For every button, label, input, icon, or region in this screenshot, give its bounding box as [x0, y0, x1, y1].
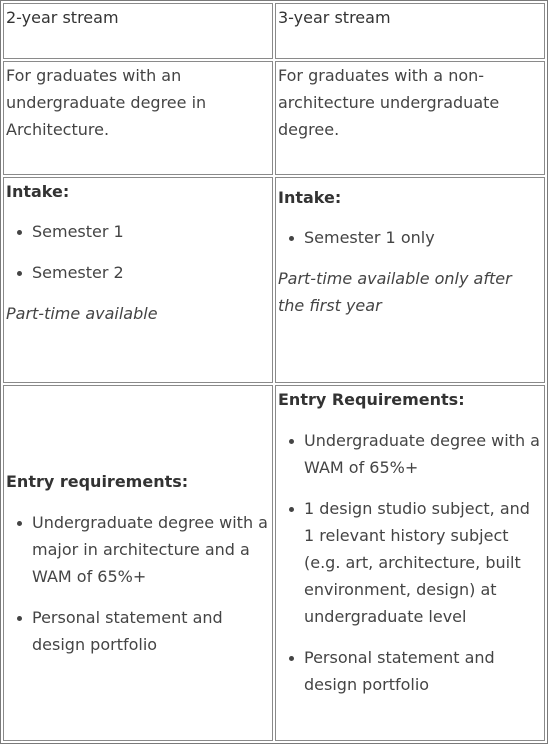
intake-2-year-note: Part-time available — [6, 304, 158, 323]
audience-2-year: For graduates with an undergraduate degree in Architecture. — [3, 61, 273, 175]
entry-row — [3, 385, 545, 741]
intake-2-year-label: Intake: — [6, 182, 70, 201]
intake-3-year-label: Intake: — [278, 188, 342, 207]
header-row — [3, 3, 545, 59]
list-item: Personal statement and design portfolio — [304, 644, 542, 698]
audience-row — [3, 61, 545, 175]
list-item: Undergraduate degree with a WAM of 65%+ — [304, 427, 542, 481]
entry-3-year-cell — [275, 385, 545, 741]
intake-row — [3, 177, 545, 383]
header-3-year-stream: 3-year stream — [275, 3, 545, 59]
list-item: Undergraduate degree with a major in architecture and a WAM of 65%+ — [32, 509, 270, 590]
intake-3-year-list — [278, 224, 542, 251]
list-item: Semester 1 only — [304, 224, 542, 251]
intake-2-year-list — [6, 218, 270, 286]
entry-3-year-label: Entry Requirements: — [278, 390, 465, 409]
entry-2-year-list — [6, 509, 270, 658]
list-item: Semester 1 — [32, 218, 270, 245]
entry-3-year-list — [278, 427, 542, 698]
list-item: Personal statement and design portfolio — [32, 604, 270, 658]
entry-2-year-label: Entry requirements: — [6, 472, 189, 491]
header-2-year-stream: 2-year stream — [3, 3, 273, 59]
list-item: Semester 2 — [32, 259, 270, 286]
intake-2-year-cell — [3, 177, 273, 383]
list-item: 1 design studio subject, and 1 relevant history subject (e.g. art, architecture, built environment, design) at undergraduate level — [304, 495, 542, 630]
entry-2-year-cell — [3, 385, 273, 741]
intake-3-year-note: Part-time available only after the first year — [278, 269, 512, 315]
audience-3-year: For graduates with a non-architecture undergraduate degree. — [275, 61, 545, 175]
intake-3-year-cell — [275, 177, 545, 383]
